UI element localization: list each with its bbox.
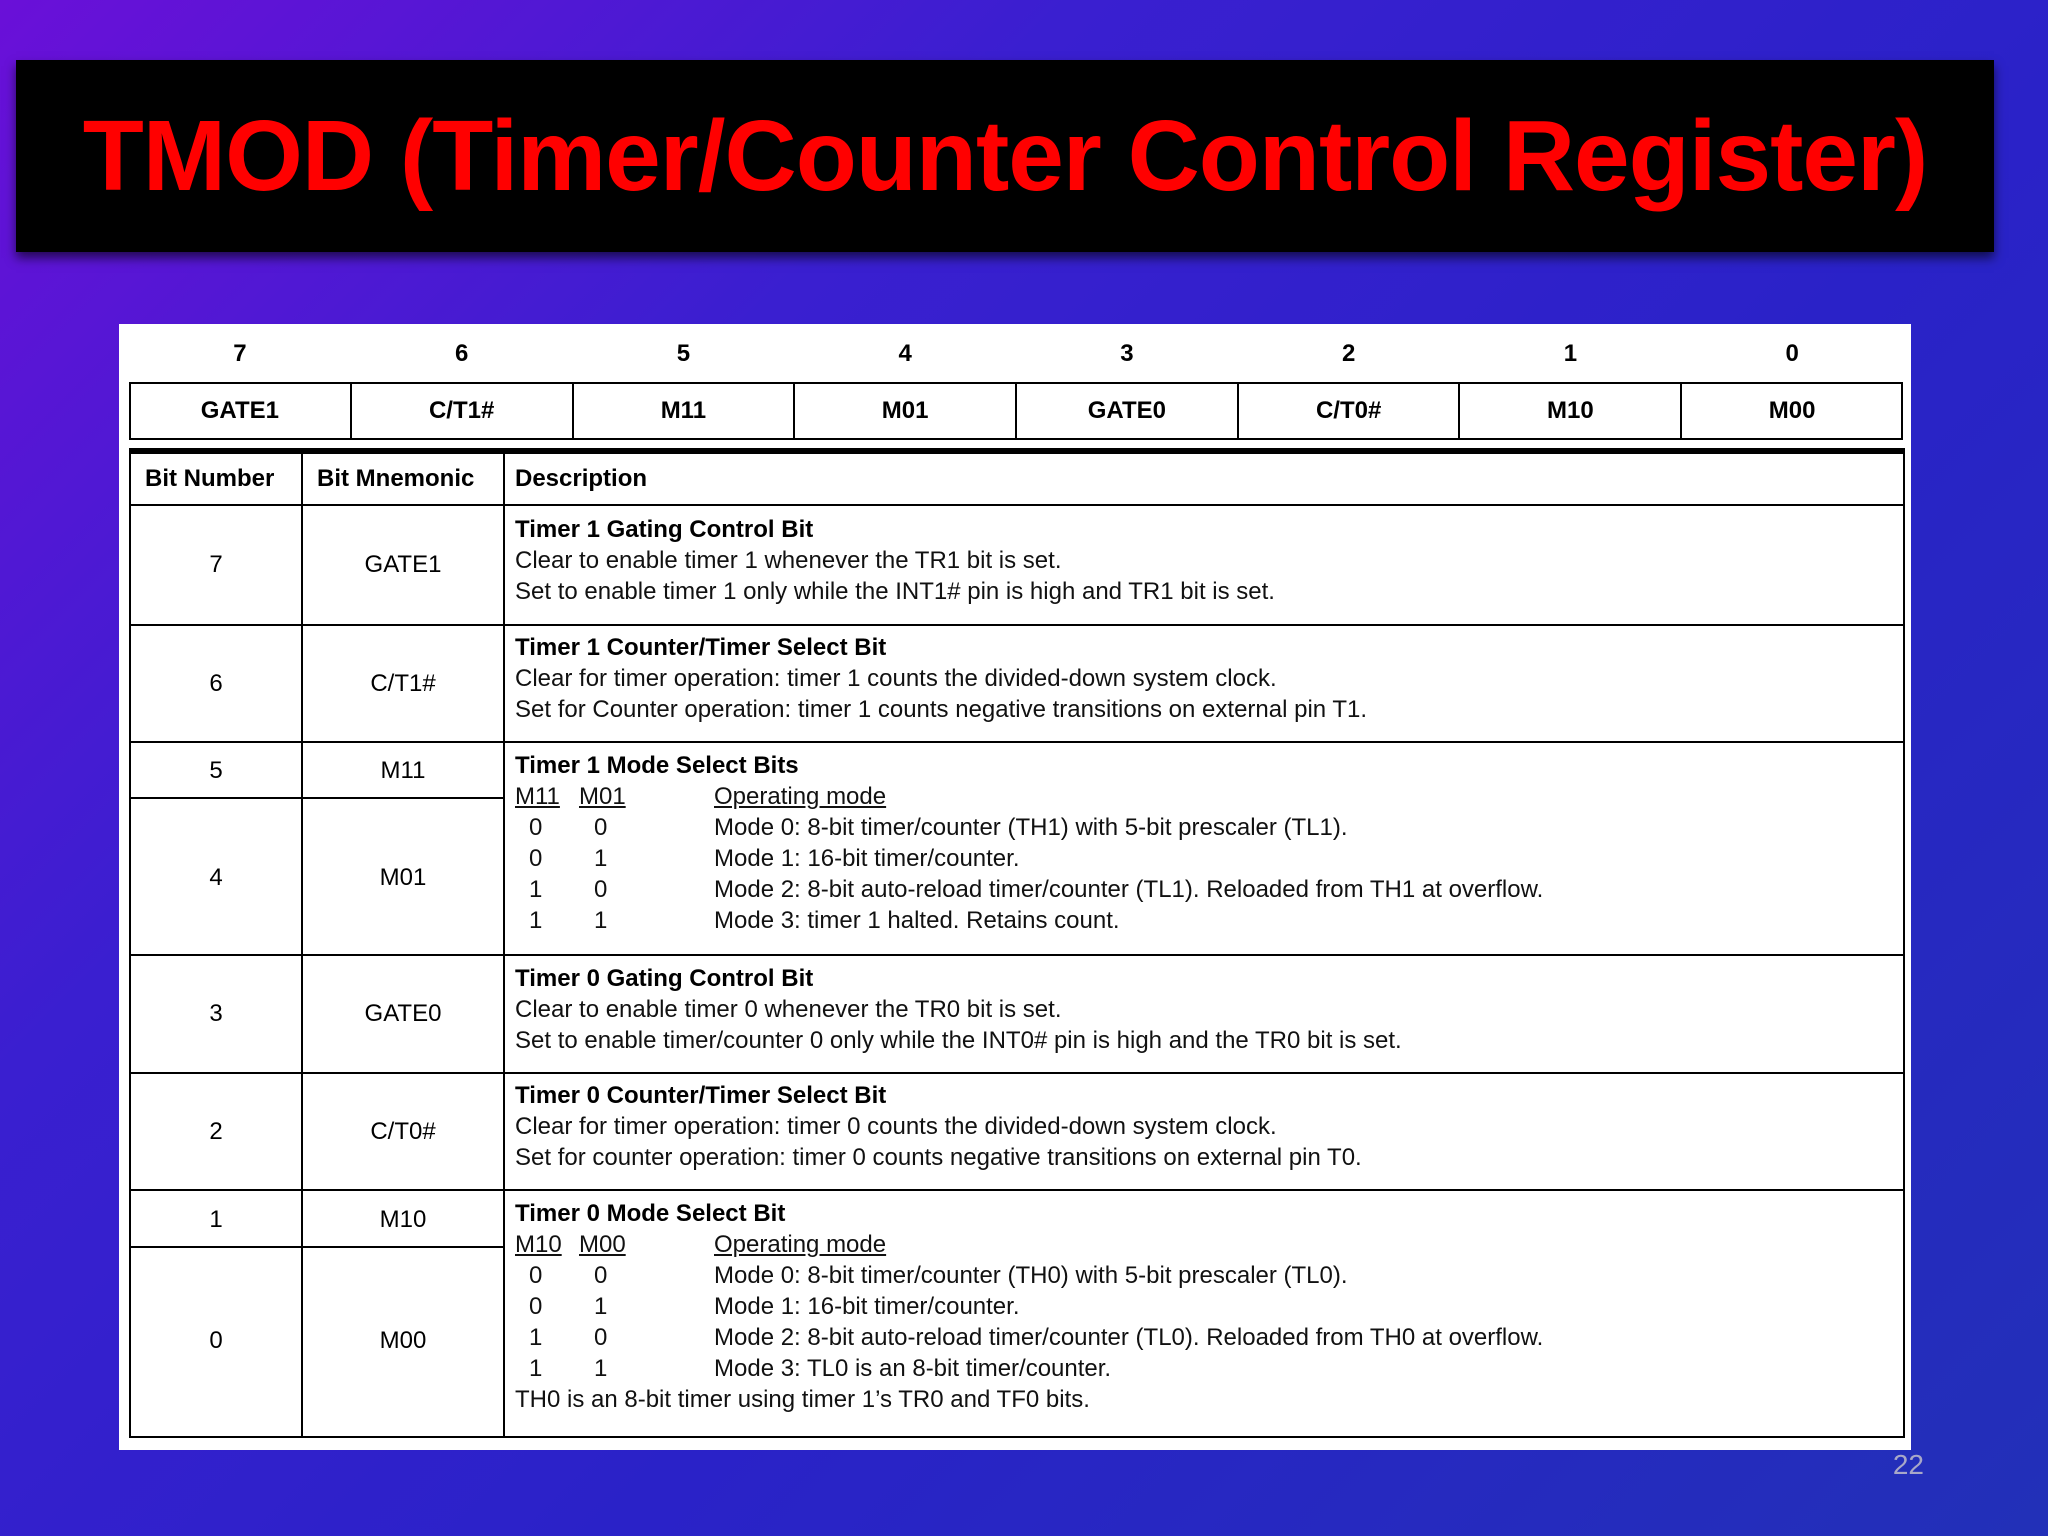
- desc-mode1: [515, 750, 1815, 936]
- mode-text: Mode 3: TL0 is an 8-bit timer/counter.: [714, 1355, 1112, 1382]
- row-divider: [131, 1072, 1903, 1074]
- mode-text: Mode 2: 8-bit auto-reload timer/counter (TL0). Reloaded from TH0 at overflow.: [714, 1324, 1544, 1351]
- mode-text: Mode 0: 8-bit timer/counter (TH0) with 5-bit prescaler (TL0).: [714, 1262, 1348, 1289]
- bit-field-m01: M01: [881, 397, 929, 424]
- mode-bit-b: 1: [594, 1355, 608, 1382]
- row-mnemonic: C/T1#: [370, 670, 436, 697]
- mode-col-b: M00: [579, 1231, 626, 1258]
- mode-bit-b: 1: [594, 1293, 608, 1320]
- row-bit-number: 0: [209, 1327, 223, 1354]
- mode-row: [515, 1322, 1815, 1353]
- mode-row: [515, 1353, 1815, 1384]
- mode-bit-a: 0: [529, 1293, 543, 1320]
- mode-col-label: Operating mode: [714, 783, 887, 810]
- row-mnemonic: M10: [379, 1206, 427, 1233]
- desc-line: Set for Counter operation: timer 1 counts negative transitions on external pin T1.: [515, 696, 1368, 723]
- row-mnemonic: M11: [380, 757, 426, 784]
- row-divider: [131, 624, 1903, 626]
- bit-number-label: 0: [1785, 340, 1799, 367]
- mode-bit-b: 0: [594, 1262, 608, 1289]
- desc-title: Timer 0 Gating Control Bit: [515, 965, 814, 992]
- bit-number-label: 2: [1341, 340, 1356, 367]
- row-divider: [131, 797, 503, 799]
- mode-header-row: [515, 781, 1815, 812]
- header-bit-mnemonic: Bit Mnemonic: [317, 465, 475, 492]
- bit-number-label: 3: [1120, 340, 1134, 367]
- row-bit-number: 1: [209, 1206, 223, 1233]
- bit-field-ct1: C/T1#: [428, 397, 495, 424]
- desc-line: Set for counter operation: timer 0 counts negative transitions on external pin T0.: [515, 1144, 1362, 1171]
- row-bit-number: 7: [209, 551, 223, 578]
- column-divider: [301, 454, 303, 1436]
- bit-number-label: 5: [676, 340, 691, 367]
- column-divider: [503, 454, 505, 1436]
- desc-line: Clear to enable timer 0 whenever the TR0 bit is set.: [515, 996, 1062, 1023]
- bit-number-label: 4: [898, 340, 912, 367]
- bit-description-table: [129, 448, 1905, 1438]
- header-bit-number: Bit Number: [145, 465, 275, 492]
- mode-col-a: M11: [515, 783, 560, 810]
- row-bit-number: 4: [209, 864, 223, 891]
- desc-footer: TH0 is an 8-bit timer using timer 1’s TR0 and TF0 bits.: [515, 1386, 1090, 1413]
- mode-bit-a: 0: [529, 814, 543, 841]
- row-divider: [131, 1246, 503, 1248]
- desc-title: Timer 1 Counter/Timer Select Bit: [515, 634, 887, 661]
- mode-bit-b: 0: [594, 814, 608, 841]
- bit-number-label: 1: [1563, 340, 1578, 367]
- bit-number-label: 7: [233, 340, 247, 367]
- header-description: Description: [515, 465, 648, 492]
- bit-field-ct0: C/T0#: [1315, 397, 1382, 424]
- mode-text: Mode 0: 8-bit timer/counter (TH1) with 5-bit prescaler (TL1).: [714, 814, 1348, 841]
- desc-mode0: [515, 1198, 1815, 1415]
- row-divider: [131, 954, 1903, 956]
- mode-text: Mode 3: timer 1 halted. Retains count.: [714, 907, 1120, 934]
- mode-bit-a: 0: [529, 845, 543, 872]
- mode-bit-a: 1: [529, 876, 543, 903]
- desc-title: Timer 1 Gating Control Bit: [515, 516, 814, 543]
- row-divider: [131, 504, 1903, 506]
- desc-gate0: [515, 963, 1402, 1056]
- mode-row: [515, 843, 1815, 874]
- mode-bit-b: 0: [594, 1324, 608, 1351]
- desc-line: Clear for timer operation: timer 0 counts the divided-down system clock.: [515, 1113, 1277, 1140]
- mode-bit-b: 1: [594, 907, 608, 934]
- mode-bit-a: 1: [529, 1355, 543, 1382]
- bit-number-label: 6: [454, 340, 469, 367]
- desc-gate1: [515, 514, 1275, 607]
- slide-title: TMOD (Timer/Counter Control Register): [82, 99, 1928, 212]
- desc-line: Set to enable timer 1 only while the INT1# pin is high and TR1 bit is set.: [515, 578, 1275, 605]
- mode-text: Mode 2: 8-bit auto-reload timer/counter (TL1). Reloaded from TH1 at overflow.: [714, 876, 1544, 903]
- mode-bit-b: 1: [594, 845, 608, 872]
- mode-row: [515, 874, 1815, 905]
- row-divider: [131, 1189, 1903, 1191]
- mode-row: [515, 1291, 1815, 1322]
- mode-bit-a: 0: [529, 1262, 543, 1289]
- row-bit-number: 3: [209, 1000, 223, 1027]
- register-panel: [119, 324, 1911, 1450]
- desc-line: Set to enable timer/counter 0 only while the INT0# pin is high and the TR0 bit is set.: [515, 1027, 1402, 1054]
- row-bit-number: 6: [209, 670, 223, 697]
- row-mnemonic: C/T0#: [370, 1118, 436, 1145]
- row-bit-number: 5: [209, 757, 223, 784]
- mode-bit-b: 0: [594, 876, 608, 903]
- register-bit-layout: [129, 332, 1903, 446]
- mode-col-label: Operating mode: [714, 1231, 887, 1258]
- row-mnemonic: GATE1: [364, 551, 442, 578]
- title-bar: [16, 60, 1994, 252]
- mode-row: [515, 1260, 1815, 1291]
- row-divider: [131, 741, 1903, 743]
- row-mnemonic: M01: [379, 864, 427, 891]
- desc-title: Timer 0 Counter/Timer Select Bit: [515, 1082, 887, 1109]
- desc-line: Clear for timer operation: timer 1 counts the divided-down system clock.: [515, 665, 1277, 692]
- desc-line: Clear to enable timer 1 whenever the TR1 bit is set.: [515, 547, 1062, 574]
- desc-ct0: [515, 1080, 1362, 1173]
- desc-title: Timer 1 Mode Select Bits: [515, 752, 799, 779]
- mode-text: Mode 1: 16-bit timer/counter.: [714, 1293, 1020, 1320]
- mode-bit-a: 1: [529, 1324, 543, 1351]
- mode-col-b: M01: [579, 783, 626, 810]
- row-mnemonic: M00: [379, 1327, 427, 1354]
- mode-row: [515, 905, 1815, 936]
- bit-field-m10: M10: [1547, 397, 1594, 424]
- bit-field-gate1: GATE1: [200, 397, 279, 424]
- page-number: 22: [1892, 1449, 1924, 1480]
- mode-row: [515, 812, 1815, 843]
- bit-field-m11: M11: [660, 397, 707, 424]
- desc-ct1: [515, 632, 1367, 725]
- bit-field-m00: M00: [1768, 397, 1816, 424]
- row-bit-number: 2: [209, 1118, 223, 1145]
- mode-text: Mode 1: 16-bit timer/counter.: [714, 845, 1020, 872]
- mode-bit-a: 1: [529, 907, 543, 934]
- row-mnemonic: GATE0: [364, 1000, 442, 1027]
- mode-header-row: [515, 1229, 1815, 1260]
- mode-col-a: M10: [515, 1231, 562, 1258]
- desc-title: Timer 0 Mode Select Bit: [515, 1200, 786, 1227]
- bit-field-gate0: GATE0: [1087, 397, 1166, 424]
